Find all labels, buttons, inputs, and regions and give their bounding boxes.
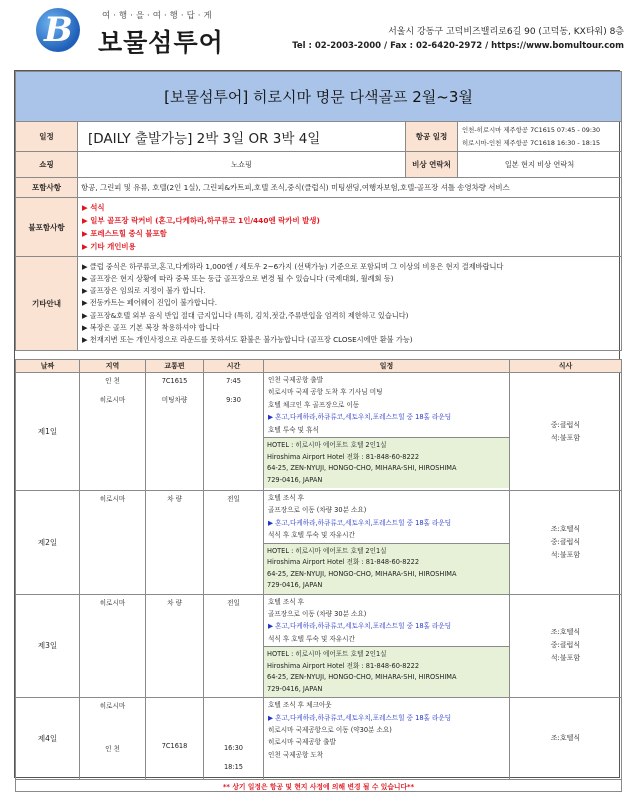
day-label: 제3일 bbox=[16, 594, 80, 698]
schedule-footer-note: ** 상기 일정은 항공 및 현지 사정에 의해 변경 될 수 있습니다** bbox=[16, 780, 622, 792]
hotel-line: Hiroshima Airport Hotel 전화 : 81-848-60-8222 bbox=[267, 452, 420, 461]
transport-text: 7C1615 bbox=[161, 377, 188, 385]
day-time bbox=[204, 594, 264, 698]
included-label: 포함사항 bbox=[16, 178, 78, 198]
excluded-item: ▶ 일부 골프장 락커비 (혼고,다케하라,하쿠류코 1인/440엔 락카비 발생) bbox=[82, 216, 320, 225]
time-text: 전일 bbox=[227, 598, 240, 607]
day-time bbox=[204, 698, 264, 780]
transport-text: 차 량 bbox=[167, 495, 182, 503]
hotel-line: 64-25, ZEN-NYUJI, HONGO-CHO, MIHARA-SHI, HIROSHIMA bbox=[267, 569, 457, 578]
itinerary-item: 인천 국제공항 출발 bbox=[268, 376, 324, 384]
day-meals bbox=[510, 373, 622, 491]
itinerary-item: 석식 후 호텔 투숙 및 자유시간 bbox=[268, 634, 355, 643]
page-header bbox=[0, 0, 634, 62]
hotel-info bbox=[264, 543, 509, 594]
flight-label: 항공 일정 bbox=[406, 122, 458, 152]
day-region bbox=[80, 594, 146, 698]
itinerary-item: 히로시마 국제 공항 도착 후 기사님 미팅 bbox=[268, 388, 383, 397]
company-logo[interactable] bbox=[36, 6, 241, 56]
logo-letter: B bbox=[44, 10, 73, 50]
excluded-item: ▶ 포레스트힐 중식 불포함 bbox=[82, 229, 167, 238]
region-text: 히로시마 bbox=[99, 396, 126, 404]
meal-item: 중:클럽식 bbox=[550, 641, 581, 650]
day-transport bbox=[146, 594, 204, 698]
itinerary-item: 호텔 조식 후 bbox=[268, 597, 305, 606]
hotel-line: 64-25, ZEN-NYUJI, HONGO-CHO, MIHARA-SHI, HIROSHIMA bbox=[267, 673, 457, 682]
day-transport bbox=[146, 698, 204, 780]
info-table bbox=[15, 71, 622, 351]
meal-item: 석:불포함 bbox=[550, 654, 581, 663]
day-region bbox=[80, 491, 146, 595]
day-time bbox=[204, 491, 264, 595]
header-region: 지역 bbox=[80, 360, 146, 373]
day-region bbox=[80, 698, 146, 780]
note-item: ▶ 골프장은 현지 상황에 따라 중복 또는 동급 골프장으로 변경 될 수 있습니다 (국제대회, 월례회 등) bbox=[82, 274, 394, 284]
transport-text: 7C1618 bbox=[161, 742, 188, 751]
hotel-line: 64-25, ZEN-NYUJI, HONGO-CHO, MIHARA-SHI, HIROSHIMA bbox=[267, 464, 457, 473]
emergency-label: 비상 연락처 bbox=[406, 152, 458, 178]
excluded-item: ▶ 석식 bbox=[82, 203, 105, 212]
region-text: 인 천 bbox=[105, 745, 120, 754]
day-row bbox=[16, 491, 622, 595]
meal-item: 조:호텔식 bbox=[550, 524, 581, 533]
itinerary-item: 골프장으로 이동 (차량 30분 소요) bbox=[268, 506, 367, 515]
hotel-line: HOTEL : 히로시마 에어포트 호텔 2인1실 bbox=[267, 441, 387, 450]
day-meals bbox=[510, 594, 622, 698]
meal-item: 중:클럽식 bbox=[550, 537, 581, 546]
notes-list bbox=[78, 257, 622, 351]
day-itinerary bbox=[264, 594, 510, 698]
hotel-line: HOTEL : 히로시마 에어포트 호텔 2인1실 bbox=[267, 546, 387, 555]
itinerary-item: 히로시마 국제공항으로 이동 (약30분 소요) bbox=[268, 726, 392, 735]
note-item: ▶ 천재지변 또는 개인사정으로 라운드를 못하셔도 환불은 불가능합니다 (골프장 CLOSE시에만 환불 가능) bbox=[82, 334, 413, 344]
itinerary-item: 히로시마 국제공항 출발 bbox=[268, 738, 336, 747]
shopping-label: 쇼핑 bbox=[16, 152, 78, 178]
document-title: [보물섬투어] 히로시마 명문 다색골프 2월~3월 bbox=[16, 72, 622, 122]
header-meals: 식사 bbox=[510, 360, 622, 373]
schedule-header-row bbox=[16, 360, 622, 373]
meal-item: 조:호텔식 bbox=[550, 734, 581, 743]
header-itinerary: 일정 bbox=[264, 360, 510, 373]
golf-round-item: ▶ 혼고,다케하라,하큐류코,세토우치,포레스트힐 중 18홀 라운딩 bbox=[268, 622, 452, 631]
hotel-line: 729-0416, JAPAN bbox=[267, 475, 323, 484]
day-row bbox=[16, 594, 622, 698]
logo-slogan: 여·행·을·여·행·답·게 bbox=[102, 11, 215, 21]
meal-item: 석:불포함 bbox=[550, 550, 581, 559]
time-text: 7:45 bbox=[226, 377, 241, 385]
itinerary-document bbox=[14, 70, 620, 791]
company-address: 서울시 강동구 고덕비즈밸리로6길 90 (고덕동, KX타워) 8층 bbox=[388, 27, 624, 37]
itinerary-item: 골프장으로 이동 (차량 30분 소요) bbox=[268, 610, 367, 619]
day-label: 제2일 bbox=[16, 491, 80, 595]
day-region bbox=[80, 373, 146, 491]
hotel-line: HOTEL : 히로시마 에어포트 호텔 2인1실 bbox=[267, 650, 387, 659]
included-value: 항공, 그린피 및 유류, 호텔(2인 1실), 그린피&카트피,호텔 조식,중식(클럽식) 미팅샌딩,여행자보험,호텔-골프장 셔틀 송영차량 서비스 bbox=[78, 178, 622, 198]
day-label: 제4일 bbox=[16, 698, 80, 780]
region-text: 히로시마 bbox=[99, 598, 126, 607]
meal-item: 중:클럽식 bbox=[550, 420, 581, 429]
day-row bbox=[16, 373, 622, 491]
day-row bbox=[16, 698, 622, 780]
itinerary-item: 호텔 조식 후 체크아웃 bbox=[268, 701, 332, 710]
itinerary-list bbox=[264, 595, 509, 647]
time-text: 18:15 bbox=[223, 763, 243, 772]
note-item: ▶ 골프장&호텔 외부 음식 반입 절대 금지입니다 (특히, 김치,젓갈,주류반입을 엄격히 제한하고 있습니다) bbox=[82, 310, 409, 320]
brand-name: 보물섬투어 bbox=[98, 28, 224, 57]
flight-return: 히로시마-인천 제주항공 7C1618 16:30 - 18:15 bbox=[462, 138, 601, 147]
itinerary-item: 석식 후 호텔 투숙 및 자유시간 bbox=[268, 531, 355, 540]
note-item: ▶ 클럽 중식은 하쿠류코,혼고,다케하라 1,000엔 / 세토우 2~6가지 (선택가능) 기준으로 포함되며 그 이상의 비용은 현지 결제바랍니다 bbox=[82, 262, 504, 272]
meal-item: 석:불포함 bbox=[550, 433, 581, 442]
header-transport: 교통편 bbox=[146, 360, 204, 373]
logo-emblem bbox=[36, 8, 80, 52]
notes-label: 기타안내 bbox=[16, 257, 78, 351]
header-date: 날짜 bbox=[16, 360, 80, 373]
itinerary-list bbox=[264, 698, 509, 762]
time-text: 16:30 bbox=[223, 744, 243, 753]
note-item: ▶ 골프장은 임의로 지정이 불가 합니다. bbox=[82, 286, 206, 296]
excluded-label: 불포함사항 bbox=[16, 198, 78, 257]
itinerary-item: 인천 국제공항 도착 bbox=[268, 750, 324, 759]
hotel-line: 729-0416, JAPAN bbox=[267, 684, 323, 693]
hotel-line: 729-0416, JAPAN bbox=[267, 581, 323, 590]
hotel-line: Hiroshima Airport Hotel 전화 : 81-848-60-8222 bbox=[267, 661, 420, 670]
golf-round-item: ▶ 혼고,다케하라,하큐류코,세토우치,포레스트힐 중 18홀 라운딩 bbox=[268, 518, 452, 527]
region-text: 히로시마 bbox=[99, 495, 126, 503]
itinerary-item: 호텔 투숙 및 휴식 bbox=[268, 425, 319, 434]
day-itinerary bbox=[264, 373, 510, 491]
note-item: ▶ 전동카트는 페어웨이 진입이 불가합니다. bbox=[82, 298, 217, 308]
itinerary-list bbox=[264, 491, 509, 543]
day-meals bbox=[510, 491, 622, 595]
day-itinerary bbox=[264, 491, 510, 595]
period-value: [DAILY 출발가능] 2박 3일 OR 3박 4일 bbox=[78, 122, 406, 152]
day-transport bbox=[146, 373, 204, 491]
day-meals bbox=[510, 698, 622, 780]
excluded-item: ▶ 기타 개인비용 bbox=[82, 242, 136, 251]
schedule-table bbox=[15, 359, 622, 792]
region-text: 히로시마 bbox=[99, 702, 126, 711]
emergency-value: 일본 현지 비상 연락처 bbox=[458, 152, 622, 178]
golf-round-item: ▶ 혼고,다케하라,하큐류코,세토우치,포레스트힐 중 18홀 라운딩 bbox=[268, 713, 452, 722]
excluded-list bbox=[78, 198, 622, 257]
itinerary-list bbox=[264, 373, 509, 437]
day-itinerary bbox=[264, 698, 510, 780]
period-label: 일정 bbox=[16, 122, 78, 152]
day-label: 제1일 bbox=[16, 373, 80, 491]
transport-text: 차 량 bbox=[167, 598, 182, 607]
flight-outbound: 인천-히로시마 제주항공 7C1615 07:45 - 09:30 bbox=[462, 125, 601, 134]
golf-round-item: ▶ 혼고,다케하라,하큐류코,세토우치,포레스트힐 중 18홀 라운딩 bbox=[268, 413, 452, 422]
meal-item: 조:호텔식 bbox=[550, 628, 581, 637]
day-time bbox=[204, 373, 264, 491]
region-text: 인 천 bbox=[105, 377, 120, 385]
day-transport bbox=[146, 491, 204, 595]
time-text: 9:30 bbox=[226, 396, 241, 404]
itinerary-item: 호텔 체크인 후 골프장으로 이동 bbox=[268, 400, 360, 409]
hotel-info bbox=[264, 437, 509, 488]
company-contact: Tel : 02-2003-2000 / Fax : 02-6420-2972 / https://www.bomultour.com bbox=[292, 41, 624, 51]
header-time: 시간 bbox=[204, 360, 264, 373]
flight-schedule bbox=[458, 122, 622, 152]
hotel-line: Hiroshima Airport Hotel 전화 : 81-848-60-8222 bbox=[267, 558, 420, 567]
time-text: 전일 bbox=[227, 495, 240, 503]
transport-text: 미팅차량 bbox=[161, 396, 188, 404]
note-item: ▶ 복장은 골프 기본 복장 착용하셔야 합니다 bbox=[82, 322, 220, 332]
hotel-info bbox=[264, 646, 509, 697]
shopping-value: 노쇼핑 bbox=[78, 152, 406, 178]
itinerary-item: 호텔 조식 후 bbox=[268, 494, 305, 502]
